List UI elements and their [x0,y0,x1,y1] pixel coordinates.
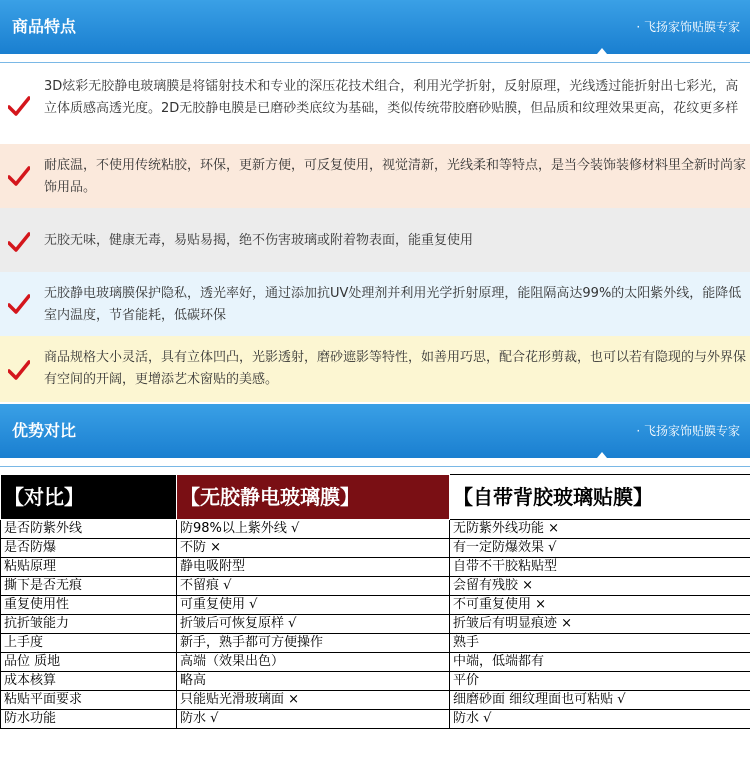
table-row [1,615,750,634]
row-label: 防水功能 [1,710,177,729]
feature-item [0,68,750,144]
check-icon [8,360,30,380]
feature-text: 3D炫彩无胶静电玻璃膜是将镭射技术和专业的深压花技术组合，利用光学折射，反射原理，光线透过能折射出七彩光，高立体质感高透光度。2D无胶静电膜是已磨砂类底纹为基础，类似传统带胶磨砂贴膜，但品质和纹理效果更高，花纹更多样 [44,79,739,116]
check-icon [8,232,30,252]
brand-label: · 飞扬家饰贴膜专家 [636,424,740,438]
brand-label: · 飞扬家饰贴膜专家 [636,20,740,34]
adhesive-film-cell: 细磨砂面 细纹理面也可粘贴 √ [450,691,750,710]
feature-text: 商品规格大小灵活，具有立体凹凸，光影透射，磨砂遮影等特性，如善用巧思，配合花形剪裁，也可以若有隐现的与外界保有空间的开阔，更增添艺术窗贴的美感。 [44,350,747,387]
static-film-cell: 防水 √ [177,710,450,729]
row-label: 品位 质地 [1,653,177,672]
table-body [1,520,750,729]
adhesive-film-cell: 会留有残胶 × [450,577,750,596]
table-row [1,539,750,558]
adhesive-film-cell: 防水 √ [450,710,750,729]
divider [0,466,750,467]
feature-item [0,144,750,208]
feature-item [0,208,750,272]
table-row [1,558,750,577]
static-film-cell: 略高 [177,672,450,691]
section-banner-features [0,0,750,54]
banner-notch [597,452,607,458]
header-compare: 【对比】 [1,475,177,520]
check-icon [8,294,30,314]
row-label: 重复使用性 [1,596,177,615]
divider [0,62,750,63]
row-label: 成本核算 [1,672,177,691]
row-label: 粘贴平面要求 [1,691,177,710]
table-header-row [1,475,750,520]
table-row [1,520,750,539]
section-title-features: 商品特点 [12,17,77,36]
adhesive-film-cell: 有一定防爆效果 √ [450,539,750,558]
table-row [1,653,750,672]
row-label: 粘贴原理 [1,558,177,577]
check-icon [8,166,30,186]
header-adhesive-film: 【自带背胶玻璃贴膜】 [450,475,750,520]
static-film-cell: 新手，熟手都可方便操作 [177,634,450,653]
feature-text: 耐底温，不使用传统粘胶，环保，更新方便，可反复使用，视觉清新，光线柔和等特点，是当今装饰装修材料里全新时尚家饰用品。 [44,158,747,195]
feature-text: 无胶静电玻璃膜保护隐私，透光率好，通过添加抗UV处理剂并利用光学折射原理，能阻隔高达99%的太阳紫外线，能降低室内温度，节省能耗，低碳环保 [44,286,742,323]
row-label: 上手度 [1,634,177,653]
feature-text: 无胶无味，健康无毒，易贴易揭，绝不伤害玻璃或附着物表面，能重复使用 [44,233,474,248]
row-label: 是否防紫外线 [1,520,177,539]
table-row [1,691,750,710]
table-row [1,577,750,596]
adhesive-film-cell: 熟手 [450,634,750,653]
static-film-cell: 不留痕 √ [177,577,450,596]
comparison-table [0,474,750,729]
static-film-cell: 只能贴光滑玻璃面 × [177,691,450,710]
table-row [1,596,750,615]
table-row [1,634,750,653]
feature-item [0,336,750,402]
banner-notch [597,48,607,54]
static-film-cell: 折皱后可恢复原样 √ [177,615,450,634]
row-label: 是否防爆 [1,539,177,558]
adhesive-film-cell: 折皱后有明显痕迹 × [450,615,750,634]
row-label: 撕下是否无痕 [1,577,177,596]
feature-item [0,272,750,336]
adhesive-film-cell: 平价 [450,672,750,691]
table-row [1,672,750,691]
adhesive-film-cell: 自带不干胶粘贴型 [450,558,750,577]
header-static-film: 【无胶静电玻璃膜】 [177,475,450,520]
table-row [1,710,750,729]
check-icon [8,96,30,116]
adhesive-film-cell: 无防紫外线功能 × [450,520,750,539]
static-film-cell: 防98%以上紫外线 √ [177,520,450,539]
static-film-cell: 高端（效果出色） [177,653,450,672]
section-title-comparison: 优势对比 [12,421,77,440]
static-film-cell: 静电吸附型 [177,558,450,577]
section-banner-comparison [0,404,750,458]
adhesive-film-cell: 中端，低端都有 [450,653,750,672]
static-film-cell: 可重复使用 √ [177,596,450,615]
static-film-cell: 不防 × [177,539,450,558]
adhesive-film-cell: 不可重复使用 × [450,596,750,615]
row-label: 抗折皱能力 [1,615,177,634]
